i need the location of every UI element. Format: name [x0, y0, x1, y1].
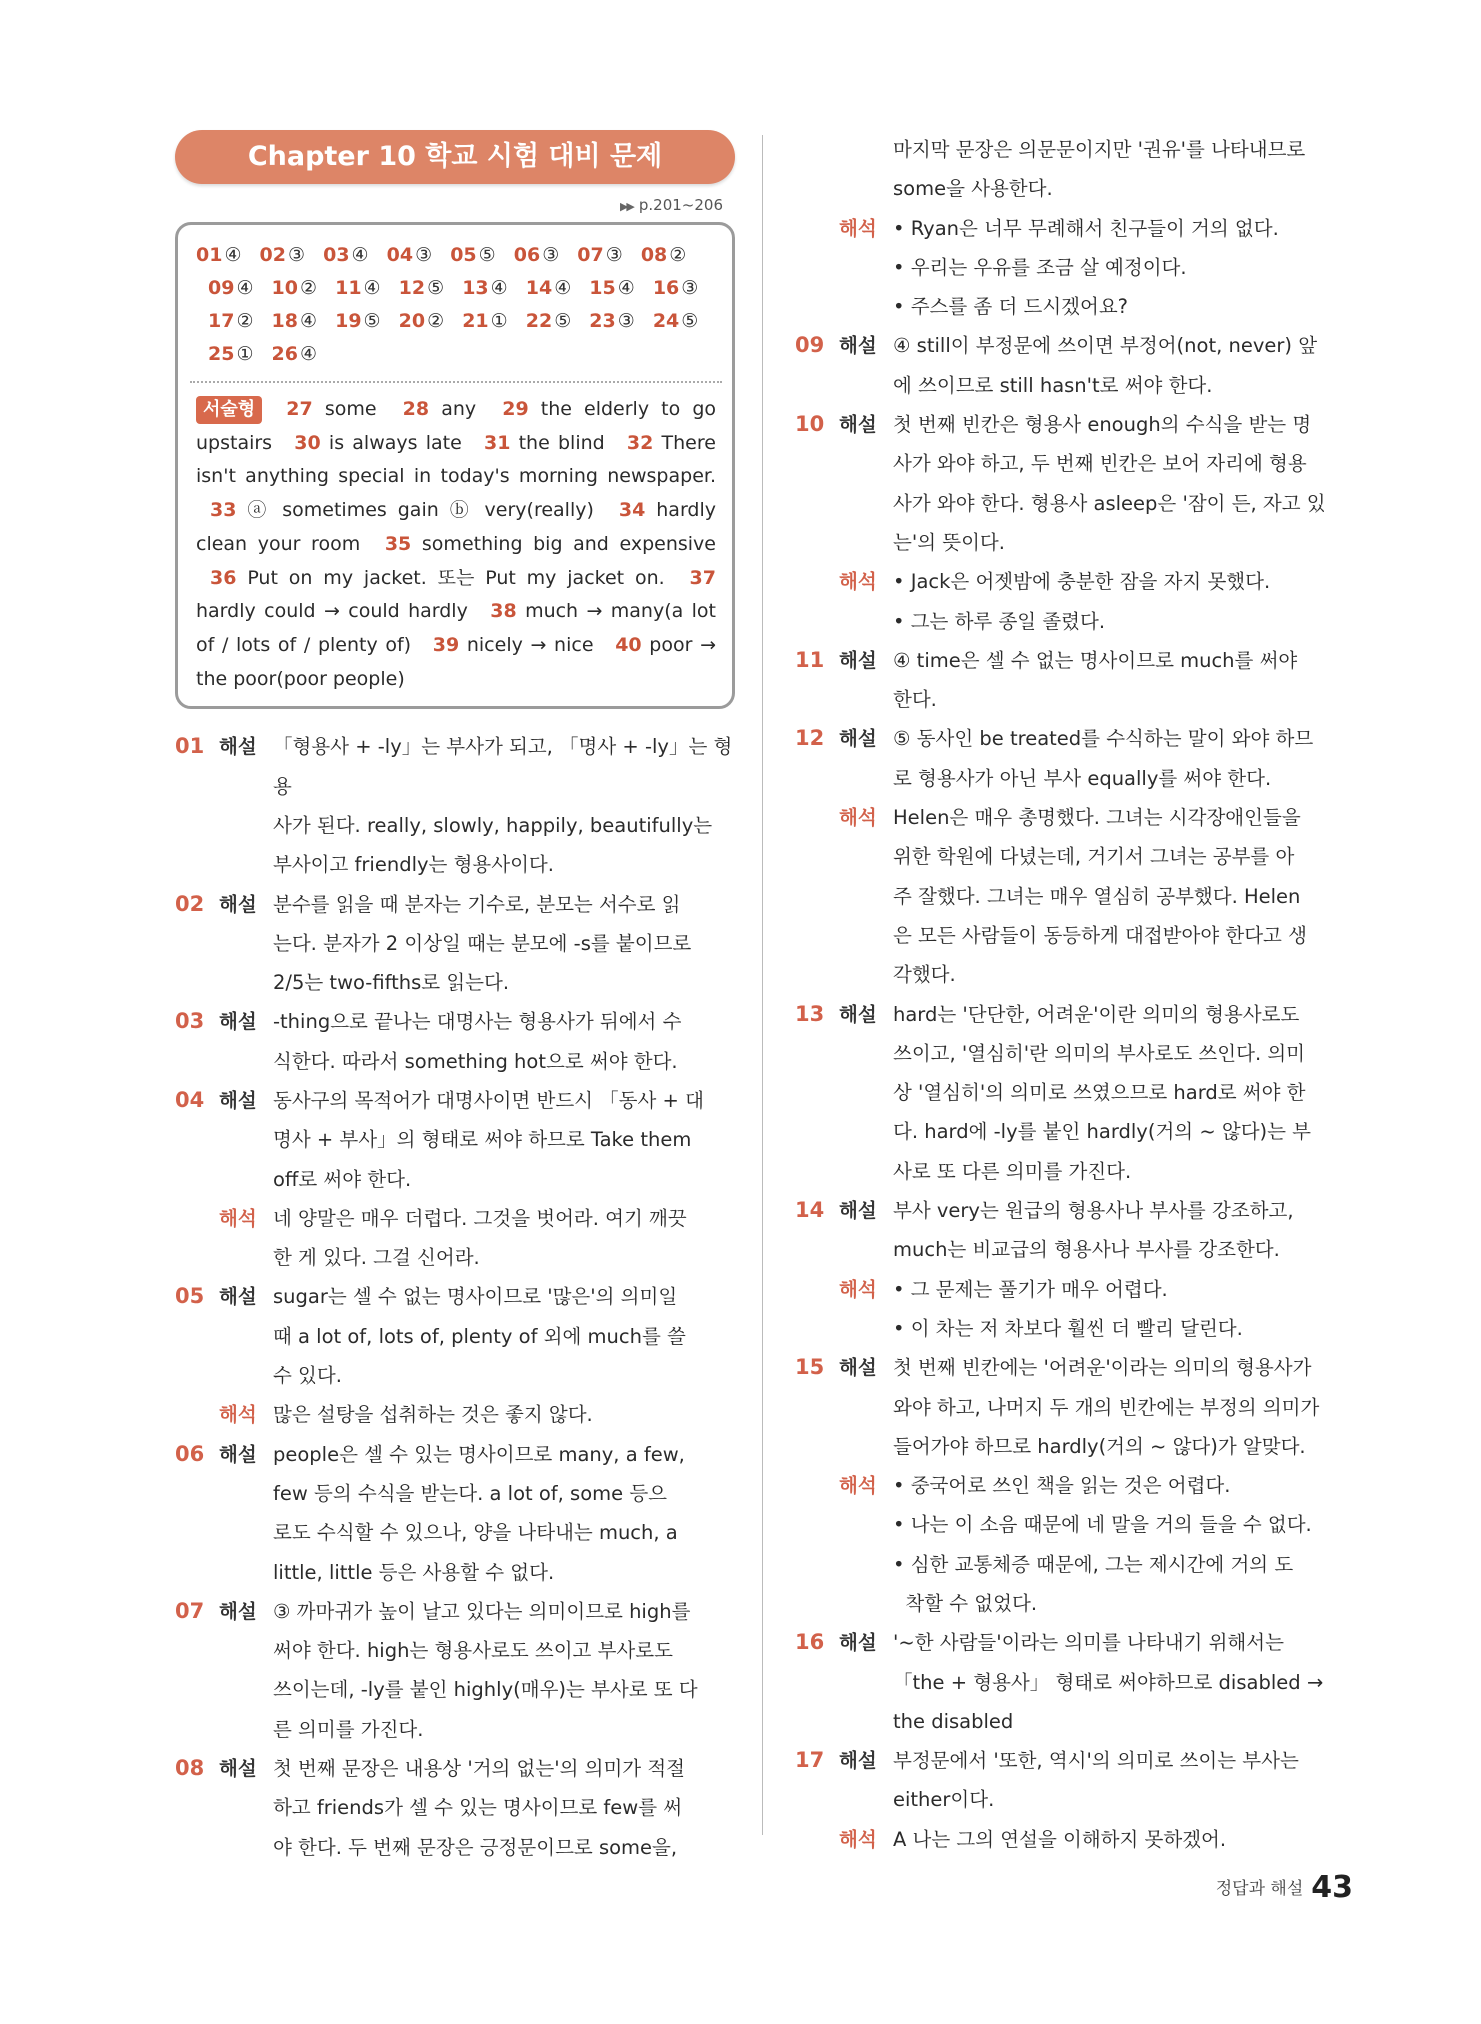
- explanation-line: 는다. 분자가 2 이상일 때는 분모에 -s를 붙이므로: [273, 931, 692, 955]
- answer-number: 01: [196, 244, 223, 266]
- answer-item: [502, 244, 560, 266]
- written-answer-number: 38: [490, 600, 517, 623]
- written-answer-number: 34: [618, 499, 646, 522]
- answer-number: 12: [398, 277, 426, 299]
- explanation-line: 「the + 형용사」 형태로 써야하므로 disabled →: [893, 1670, 1324, 1694]
- written-answer-number: 39: [432, 633, 460, 656]
- explanation-line: 때 a lot of, lots of, plenty of 외에 much를 쓸: [273, 1324, 686, 1348]
- answer-item: [375, 244, 433, 266]
- haeseol-label: 해설: [219, 1757, 257, 1781]
- written-answer-text: Put on my jacket. 또는 Put my jacket on.: [247, 566, 665, 589]
- explanation-line: 2/5는 two-fifths로 읽는다.: [273, 971, 510, 995]
- answer-number: 14: [525, 277, 553, 299]
- double-arrow-icon: ▶▶: [619, 200, 633, 213]
- answer-number: 23: [589, 310, 616, 332]
- haeseok-label: 해석: [219, 1403, 257, 1427]
- answer-choice: ③: [288, 244, 306, 266]
- explanation-item: [795, 1348, 1355, 1466]
- explanation-line: few 등의 수식을 받는다. a lot of, some 등으: [273, 1481, 667, 1505]
- explanation-line: 와야 하고, 나머지 두 개의 빈칸에는 부정의 의미가: [893, 1395, 1320, 1419]
- answer-item: [387, 277, 445, 299]
- translation-line: • 나는 이 소음 때문에 네 말을 거의 들을 수 없다.: [893, 1513, 1312, 1537]
- answer-item: [248, 244, 306, 266]
- written-answer-number: 32: [626, 431, 654, 454]
- answer-choice: ④: [351, 244, 369, 266]
- answer-number: 06: [513, 244, 541, 266]
- answer-choice: ③: [415, 244, 433, 266]
- explanation-line: 에 쓰이므로 still hasn't로 써야 한다.: [893, 373, 1213, 397]
- translation-item: [795, 798, 1355, 994]
- written-answer-number: 27: [286, 398, 313, 420]
- explanation-item: [795, 405, 1355, 562]
- answer-item: [629, 244, 687, 266]
- translation-line: 은 모든 사람들이 동등하게 대접받아야 한다고 생: [893, 923, 1307, 947]
- explanation-item: [175, 1592, 735, 1749]
- translation-line: • 그는 하루 종일 졸렸다.: [893, 609, 1106, 633]
- answer-number: 18: [271, 310, 298, 332]
- answer-number: 13: [462, 277, 489, 299]
- explanation-line: little, little 등은 사용할 수 없다.: [273, 1560, 555, 1584]
- translation-line: 네 양말은 매우 더럽다. 그것을 벗어라. 여기 깨끗: [273, 1206, 687, 1230]
- answer-choice: ②: [427, 310, 445, 332]
- answer-choice: ①: [490, 310, 508, 332]
- right-column: [795, 130, 1355, 1859]
- answer-number: 07: [577, 244, 604, 266]
- explanation-item: [795, 1191, 1355, 1270]
- answer-item: [196, 343, 254, 365]
- explanation-line: 분수를 읽을 때 분자는 기수로, 분모는 서수로 읽: [273, 892, 681, 916]
- multiple-choice-answers: [196, 239, 716, 371]
- question-number: 03: [175, 1009, 205, 1034]
- translation-item: [795, 562, 1355, 641]
- answer-choice: ⑤: [363, 310, 381, 332]
- written-answer-number: 40: [615, 633, 642, 656]
- answer-item: [196, 277, 254, 299]
- question-number: 13: [795, 1001, 825, 1026]
- answer-choice: ④: [300, 310, 318, 332]
- answer-choice: ②: [236, 310, 254, 332]
- explanation-line: ⑤ 동사인 be treated를 수식하는 말이 와야 하므: [893, 727, 1314, 751]
- explanation-line: much는 비교급의 형용사나 부사를 강조한다.: [893, 1238, 1280, 1262]
- haeseok-label: 해석: [839, 1827, 877, 1851]
- translation-line: 위한 학원에 다녔는데, 거기서 그녀는 공부를 아: [893, 845, 1295, 869]
- explanation-line: 수 있다.: [273, 1364, 342, 1388]
- explanation-item: [795, 641, 1355, 720]
- written-answer-text: much → many(a lot of / lots of / plenty of): [196, 600, 716, 656]
- explanation-line: 「형용사 + -ly」는 부사가 되고, 「명사 + -ly」는 형용: [273, 735, 733, 798]
- explanation-line: 쓰이는데, -ly를 붙인 highly(매우)는 부사로 또 다: [273, 1678, 698, 1702]
- right-explanations: [795, 130, 1355, 1859]
- haeseol-label: 해설: [839, 1199, 877, 1223]
- haeseol-label: 해설: [839, 1002, 877, 1026]
- answer-number: 24: [652, 310, 680, 332]
- explanation-line: 야 한다. 두 번째 문장은 긍정문이므로 some을,: [273, 1835, 678, 1859]
- written-answer-text: any: [441, 398, 477, 420]
- answer-choice: ②: [669, 244, 687, 266]
- written-answer-text: is always late: [328, 431, 462, 454]
- written-answer-number: 33: [210, 499, 237, 522]
- haeseol-label: 해설: [839, 648, 877, 672]
- explanation-line: 한다.: [893, 688, 937, 712]
- answer-number: 03: [323, 244, 350, 266]
- written-answer-text: ⓐ sometimes gain ⓑ very(really): [247, 499, 594, 522]
- explanation-line: 하고 friends가 셀 수 있는 명사이므로 few를 써: [273, 1796, 683, 1820]
- answer-choice: ④: [490, 277, 508, 299]
- translation-line: 한 게 있다. 그걸 신어라.: [273, 1246, 480, 1270]
- explanation-item: [175, 1749, 735, 1867]
- answer-item: [565, 244, 623, 266]
- haeseok-label: 해석: [839, 1474, 877, 1498]
- translation-line: • 우리는 우유를 조금 살 예정이다.: [893, 255, 1187, 279]
- answer-item: [450, 277, 508, 299]
- question-number: 06: [175, 1441, 205, 1466]
- explanation-line: 사가 된다. really, slowly, happily, beautifully는: [273, 813, 713, 837]
- answer-number: 08: [640, 244, 668, 266]
- explanation-line: 동사구의 목적어가 대명사이면 반드시 「동사 + 대: [273, 1089, 704, 1112]
- written-answer-text: hardly could → could hardly: [196, 600, 468, 623]
- answer-choice: ③: [617, 310, 635, 332]
- haeseol-label: 해설: [219, 1089, 257, 1112]
- answer-number: 11: [335, 277, 362, 299]
- answer-choice: ⑤: [478, 244, 496, 266]
- answer-item: [260, 277, 318, 299]
- translation-item: [795, 1270, 1355, 1349]
- haeseol-label: 해설: [219, 1285, 257, 1309]
- answer-choice: ③: [605, 244, 623, 266]
- explanation-line: 다. hard에 -ly를 붙인 hardly(거의 ~ 않다)는 부: [893, 1120, 1312, 1144]
- answer-key-box: [175, 222, 735, 709]
- explanation-line: 부사 very는 원급의 형용사나 부사를 강조하고,: [893, 1199, 1294, 1223]
- question-number: 11: [795, 647, 825, 672]
- explanation-line: the disabled: [893, 1709, 1014, 1733]
- explanation-line: 써야 한다. high는 형용사로도 쓰이고 부사로도: [273, 1639, 673, 1663]
- page-reference: [175, 196, 723, 214]
- answer-choice: ④: [236, 277, 254, 299]
- answer-choice: ④: [554, 277, 572, 299]
- haeseok-label: 해석: [219, 1206, 257, 1230]
- translation-line: • 심한 교통체증 때문에, 그는 제시간에 거의 도: [893, 1552, 1294, 1576]
- answer-item: [438, 244, 496, 266]
- explanation-line: off로 써야 한다.: [273, 1167, 412, 1191]
- answer-item: [323, 310, 381, 332]
- question-number: 09: [795, 333, 825, 358]
- written-answer-number: 29: [502, 398, 529, 420]
- question-number: 10: [795, 412, 825, 437]
- haeseol-label: 해설: [219, 1442, 257, 1466]
- answer-item: [196, 244, 242, 266]
- explanation-line: 로도 수식할 수 있으나, 양을 나타내는 much, a: [273, 1521, 678, 1545]
- answer-number: 25: [208, 343, 235, 365]
- explanation-line: hard는 '단단한, 어려운'이란 의미의 형용사로도: [893, 1002, 1300, 1026]
- explanation-line: ④ time은 셀 수 없는 명사이므로 much를 써야: [893, 648, 1298, 672]
- explanation-line: 른 의미를 가진다.: [273, 1717, 424, 1741]
- answer-number: 04: [386, 244, 414, 266]
- answer-choice: ③: [542, 244, 560, 266]
- answer-choice: ④: [300, 343, 318, 365]
- answer-item: [311, 244, 369, 266]
- explanation-item: [795, 1741, 1355, 1820]
- answer-number: 17: [208, 310, 235, 332]
- explanation-line: sugar는 셀 수 없는 명사이므로 '많은'의 의미일: [273, 1285, 678, 1309]
- written-answer-number: 28: [402, 398, 430, 420]
- translation-line: A 나는 그의 연설을 이해하지 못하겠어.: [893, 1827, 1227, 1851]
- explanation-line: -thing으로 끝나는 대명사는 형용사가 뒤에서 수: [273, 1010, 682, 1034]
- explanation-item: [175, 885, 735, 1003]
- translation-line: • 중국어로 쓰인 책을 읽는 것은 어렵다.: [893, 1474, 1231, 1498]
- explanation-line: 첫 번째 문장은 내용상 '거의 없는'의 의미가 적절: [273, 1757, 686, 1781]
- answer-item: [514, 277, 572, 299]
- explanation-line: '~한 사람들'이라는 의미를 나타내기 위해서는: [893, 1631, 1284, 1655]
- explanation-line: 쓰이고, '열심히'란 의미의 부사로도 쓰인다. 의미: [893, 1041, 1306, 1065]
- page-number: 43: [1311, 1870, 1353, 1905]
- written-answer-number: 31: [483, 431, 511, 454]
- written-answer-text: some: [324, 398, 377, 420]
- written-answer-text: poor → the poor(poor people): [196, 633, 716, 690]
- page-reference-text: p.201~206: [638, 196, 723, 214]
- answer-choice: ④: [617, 277, 635, 299]
- translation-line: 많은 설탕을 섭취하는 것은 좋지 않다.: [273, 1403, 593, 1427]
- translation-line: • Ryan은 너무 무례해서 친구들이 거의 없다.: [893, 216, 1279, 240]
- haeseol-label: 해설: [219, 1010, 257, 1034]
- column-divider: [762, 135, 763, 1835]
- written-answer-number: 35: [384, 532, 412, 555]
- page-footer: [1216, 1870, 1353, 1905]
- explanation-line: 사로 또 다른 의미를 가진다.: [893, 1159, 1132, 1183]
- question-number: 16: [795, 1630, 825, 1655]
- haeseol-label: 해설: [219, 1599, 257, 1623]
- translation-line: 착할 수 없었다.: [893, 1591, 1038, 1615]
- explanation-item: [175, 1277, 735, 1395]
- question-number: 04: [175, 1088, 205, 1112]
- explanation-item: [795, 719, 1355, 798]
- question-number: 12: [795, 726, 825, 751]
- explanation-line: 들어가야 하므로 hardly(거의 ~ 않다)가 알맞다.: [893, 1434, 1306, 1458]
- written-answer-text: the blind: [518, 431, 605, 454]
- explanation-line: 사가 와야 하고, 두 번째 빈칸은 보어 자리에 형용: [893, 452, 1307, 476]
- haeseol-label: 해설: [219, 735, 257, 759]
- question-number: 15: [795, 1355, 825, 1380]
- answer-choice: ②: [300, 277, 318, 299]
- answer-number: 09: [208, 277, 235, 299]
- chapter-title: Chapter 10 학교 시험 대비 문제: [175, 130, 735, 184]
- explanation-line: 부사이고 friendly는 형용사이다.: [273, 853, 554, 877]
- left-column: [175, 130, 735, 1867]
- question-number: 07: [175, 1598, 205, 1623]
- haeseol-label: 해설: [839, 1356, 877, 1380]
- explanation-line: 는'의 뜻이다.: [893, 530, 1005, 554]
- translation-line: 각했다.: [893, 963, 956, 987]
- explanation-line: some을 사용한다.: [893, 177, 1053, 201]
- explanation-item: [175, 1081, 735, 1199]
- answer-number: 05: [450, 244, 477, 266]
- answer-item: [323, 277, 381, 299]
- haeseok-label: 해석: [839, 1277, 877, 1301]
- answer-choice: ⑤: [554, 310, 572, 332]
- answer-item: [260, 310, 318, 332]
- haeseol-label: 해설: [839, 334, 877, 358]
- haeseol-label: 해설: [839, 1631, 877, 1655]
- answer-number: 15: [589, 277, 616, 299]
- explanation-item: [795, 130, 1355, 209]
- written-answer-text: There isn't anything special in today's morning newspaper.: [196, 431, 716, 488]
- answer-item: [577, 277, 635, 299]
- translation-item: [795, 1466, 1355, 1623]
- answer-number: 10: [271, 277, 298, 299]
- translation-line: • Jack은 어젯밤에 충분한 잠을 자지 못했다.: [893, 570, 1271, 594]
- answer-number: 22: [525, 310, 553, 332]
- answer-item: [577, 310, 635, 332]
- question-number: 02: [175, 891, 205, 916]
- left-explanations: [175, 727, 735, 1867]
- answer-item: [196, 310, 254, 332]
- explanation-item: [795, 995, 1355, 1191]
- answer-choice: ⑤: [427, 277, 445, 299]
- answer-item: [514, 310, 572, 332]
- answer-number: 19: [335, 310, 362, 332]
- haeseok-label: 해석: [839, 570, 877, 594]
- translation-line: • 주스를 좀 더 드시겠어요?: [893, 295, 1129, 319]
- explanation-item: [795, 1623, 1355, 1741]
- written-answer-text: something big and expensive: [421, 532, 716, 555]
- explanation-item: [795, 326, 1355, 405]
- question-number: 14: [795, 1198, 825, 1223]
- explanation-line: 상 '열심히'의 의미로 쓰였으므로 hard로 써야 한: [893, 1081, 1306, 1105]
- answer-number: 02: [259, 244, 286, 266]
- question-number: 05: [175, 1284, 205, 1309]
- explanation-line: 첫 번째 빈칸에는 '어려운'이라는 의미의 형용사가: [893, 1356, 1312, 1380]
- explanation-line: ④ still이 부정문에 쓰이면 부정어(not, never) 앞: [893, 334, 1318, 358]
- answer-choice: ⑤: [681, 310, 699, 332]
- explanation-line: ③ 까마귀가 높이 날고 있다는 의미이므로 high를: [273, 1599, 691, 1623]
- translation-item: [795, 1820, 1355, 1859]
- question-number: 17: [795, 1748, 825, 1773]
- translation-line: Helen은 매우 총명했다. 그녀는 시각장애인들을: [893, 806, 1301, 830]
- explanation-line: people은 셀 수 있는 명사이므로 many, a few,: [273, 1442, 685, 1466]
- answer-item: [450, 310, 508, 332]
- translation-item: [175, 1395, 735, 1434]
- written-answer-text: nicely → nice: [466, 633, 594, 656]
- explanation-line: 첫 번째 빈칸은 형용사 enough의 수식을 받는 명: [893, 413, 1312, 437]
- answer-number: 20: [398, 310, 426, 332]
- answer-choice: ④: [363, 277, 381, 299]
- explanation-line: 로 형용사가 아닌 부사 equally를 써야 한다.: [893, 766, 1272, 790]
- answer-item: [641, 310, 699, 332]
- haeseok-label: 해석: [839, 216, 877, 240]
- answer-choice: ④: [224, 244, 242, 266]
- written-answer-tag: 서술형: [196, 396, 262, 424]
- explanation-line: 사가 와야 한다. 형용사 asleep은 '잠이 든, 자고 있: [893, 491, 1326, 515]
- written-answer-text: the elderly to go upstairs: [196, 398, 717, 454]
- haeseol-label: 해설: [839, 413, 877, 437]
- haeseol-label: 해설: [839, 727, 877, 751]
- haeseol-label: 해설: [219, 892, 257, 916]
- answer-item: [260, 343, 318, 365]
- question-number: 08: [175, 1756, 205, 1781]
- haeseol-label: 해설: [839, 1749, 877, 1773]
- translation-line: 주 잘했다. 그녀는 매우 열심히 공부했다. Helen: [893, 884, 1301, 908]
- translation-item: [175, 1199, 735, 1278]
- answer-item: [641, 277, 699, 299]
- explanation-line: 명사 + 부사」의 형태로 써야 하므로 Take them: [273, 1128, 692, 1152]
- explanation-item: [175, 727, 735, 884]
- answer-choice: ③: [681, 277, 699, 299]
- translation-line: • 그 문제는 풀기가 매우 어렵다.: [893, 1277, 1168, 1301]
- answer-number: 21: [462, 310, 489, 332]
- written-answer-number: 30: [294, 431, 321, 454]
- question-number: 01: [175, 734, 205, 759]
- answer-number: 16: [652, 277, 680, 299]
- explanation-line: 식한다. 따라서 something hot으로 써야 한다.: [273, 1049, 678, 1073]
- written-answer-text: hardly clean your room: [196, 499, 717, 555]
- written-answer-number: 36: [210, 566, 237, 589]
- written-answers: [196, 393, 716, 696]
- written-answer-number: 37: [689, 566, 716, 589]
- answer-item: [387, 310, 445, 332]
- translation-line: • 이 차는 저 차보다 훨씬 더 빨리 달린다.: [893, 1316, 1243, 1340]
- footer-label: 정답과 해설: [1215, 1879, 1304, 1899]
- haeseok-label: 해석: [839, 806, 877, 830]
- dotted-divider: [190, 381, 722, 383]
- answer-choice: ①: [236, 343, 254, 365]
- explanation-line: either이다.: [893, 1788, 995, 1812]
- translation-item: [795, 209, 1355, 327]
- explanation-item: [175, 1002, 735, 1081]
- explanation-line: 마지막 문장은 의문문이지만 '권유'를 나타내므로: [893, 138, 1306, 161]
- explanation-item: [175, 1435, 735, 1592]
- answer-number: 26: [271, 343, 298, 365]
- explanation-line: 부정문에서 '또한, 역시'의 의미로 쓰이는 부사는: [893, 1749, 1299, 1773]
